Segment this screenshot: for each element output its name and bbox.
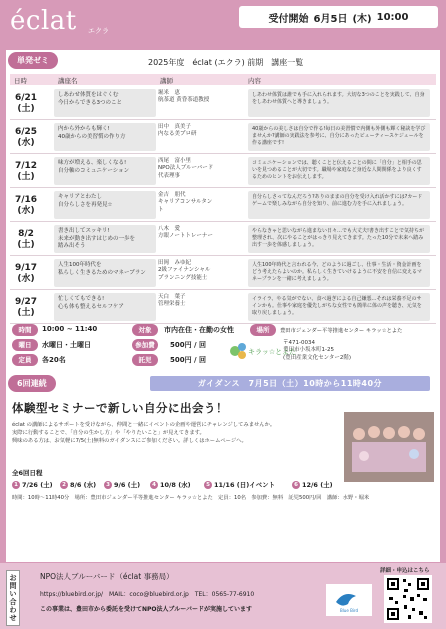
course-day-value: (土) [17, 240, 35, 251]
group-photo [344, 412, 434, 482]
course-date [12, 229, 40, 252]
course-date-value: 9/17 [14, 263, 38, 273]
course-title: 内から外からも輝く! 40歳からの美習慣の作り方 [54, 123, 156, 151]
course-date [12, 195, 40, 218]
bluebird-logo [326, 584, 372, 616]
course-date-value: 7/16 [14, 195, 38, 205]
childcare-value: 500円 / 回 [170, 356, 207, 364]
schedule-item [12, 480, 53, 489]
course-day-value: (水) [17, 274, 35, 285]
schedule-number: 6 [292, 481, 300, 489]
course-instructor: 八木 愛 方眼ノートトレーナー [158, 226, 213, 240]
course-description: 40歳からの美しさは自分で作る!毎日の美習慣で内側も外側も輝く秘訣を学びませんか?講師の実践法を参考に、自分にあったビューティースケジュールを作る講座です! [248, 123, 430, 151]
weekday-value: 水曜日・土曜日 [42, 341, 91, 349]
apply-label: 受付開始 [268, 13, 309, 25]
course-title: 味方が増える、楽しくなる! 自分軸のコミュニケーション [54, 157, 156, 185]
schedule-number: 3 [104, 481, 112, 489]
target-value: 市内在住・在勤の女性 [164, 326, 234, 334]
course-title: しあわせ体質をはぐくむ 今日からできる3つのこと [54, 89, 156, 117]
single-seminar-tag: 単発ゼミ [8, 52, 58, 69]
schedule-date: 10/8 (水) [160, 481, 191, 489]
apply-day: (木) [352, 13, 372, 25]
schedule-heading: 全6回日程 [12, 469, 43, 477]
course-instructor: 堀米 恵 航茶道 黄昏茶道教授 [158, 90, 210, 104]
schedule-number: 1 [12, 481, 20, 489]
course-date-value: 6/21 [14, 93, 38, 103]
course-day-value: (水) [17, 138, 35, 149]
contact-label: お問い合わせ [6, 570, 20, 626]
col-content: 内容 [248, 77, 261, 85]
weekday-label: 曜日 [12, 339, 38, 351]
time-value: 10:00 ~ 11:40 [42, 325, 98, 333]
schedule-list [12, 480, 352, 490]
six-series-tag: 6回連続 [8, 375, 56, 392]
schedule-item [60, 480, 96, 489]
brand-logo: éclat [10, 6, 77, 36]
schedule-details: 時間：10時～11時40分 場所：豊田市ジェンダー平等推進センター キラッ☆とよた 定員：10名 参加費：無料 託児500円/回 講師：水野・堀米 [12, 495, 370, 501]
course-description: コミュニケーションでは、聴くことと伝えることの間に「自分」と相手の思いを見つめることが大切です。職場や家庭など身近な人間関係をより良くするためのヒントをお伝えします。 [248, 157, 430, 185]
logo-text: キラッ☆とよた [248, 348, 297, 356]
course-day-value: (土) [17, 104, 35, 115]
table-row [10, 86, 436, 120]
schedule-number: 5 [204, 481, 212, 489]
application-start-box [239, 6, 438, 28]
schedule-date: 9/6 (土) [114, 481, 141, 489]
header [0, 0, 446, 56]
table-header [10, 74, 436, 85]
course-date-value: 6/25 [14, 127, 38, 137]
course-description: 自分らしさってなんだろう?ありのままの自分を受け入れ活かすには?カードゲームで楽しみながら自分を知り、前に進む力を手に入れましょう。 [248, 191, 430, 219]
course-date-value: 7/12 [14, 161, 38, 171]
course-date [12, 297, 40, 320]
course-instructor: 田岡 みゆ紀 2級ファイナンシャル プランニング技能士 [158, 260, 211, 281]
course-date [12, 263, 40, 286]
capacity-label: 定員 [12, 354, 38, 366]
fee-label: 参加費 [132, 339, 158, 351]
details-label: 詳細・申込はこちら [380, 568, 430, 574]
schedule-number: 2 [60, 481, 68, 489]
course-instructor: 西尾 富小里 NPO法人ブルーバード 代表理事 [158, 158, 214, 179]
col-instructor: 講師 [160, 77, 173, 85]
course-date-value: 9/27 [14, 297, 38, 307]
schedule-date: 12/6 (土) [302, 481, 333, 489]
capacity-value: 各20名 [42, 356, 66, 364]
kira-toyota-logo [226, 340, 297, 368]
course-description: しあわせ体質は誰でも手に入れられます。大切な3つのことを実践して、自身をしあわせ体質へと導きましょう。 [248, 89, 430, 117]
table-row [10, 222, 436, 256]
course-date [12, 93, 40, 116]
course-title: 忙しくてもできる! 心も体も整えるセルフケア [54, 293, 156, 321]
schedule-date: 8/6 (水) [70, 481, 97, 489]
course-title: 人生100年時代を 私らしく生きるためのマネープラン [54, 259, 156, 287]
apply-time: 10:00 [376, 11, 409, 23]
schedule-item [292, 480, 333, 489]
apply-date: 6月5日 [313, 13, 348, 25]
bluebird-logo-text: Blue Bird [339, 608, 359, 613]
table-row [10, 120, 436, 154]
target-label: 対象 [132, 324, 158, 336]
schedule-item [204, 480, 275, 489]
contact-info: https://bluebird.or.jp/ MAIL：coco@bluebird.or.jp TEL：0565-77-6910 [40, 591, 255, 598]
time-label: 時間 [12, 324, 38, 336]
experience-seminar-title: 体験型セミナーで新しい自分に出会う！ [12, 401, 228, 415]
six-series-intro: éclat の講師によるサポートを受けながら、仲間と一緒にイベントの企画や運営にチャレンジしてみませんか。 実際に行動することで、「自分の生かし方」や「やりたいこと」が見えてきます。 興味のある方は、お気軽に7/5(土)無料のガイダンスにご参加ください。詳しくはホームページへ。 [12, 422, 276, 445]
venue-label: 場所 [250, 324, 276, 336]
course-day-value: (土) [17, 308, 35, 319]
fee-value: 500円 / 回 [170, 341, 207, 349]
schedule-number: 4 [150, 481, 158, 489]
table-row [10, 256, 436, 290]
commission-note: この事業は、豊田市から委託を受けてNPO法人ブルーバードが実施しています [40, 606, 252, 613]
course-date-value: 8/2 [18, 229, 34, 239]
course-date [12, 127, 40, 150]
schedule-date: 7/26 (土) [22, 481, 53, 489]
course-description: イライラ、やる気がでない、食べ過ぎによる自己嫌悪…それは栄養不足のサインかも。仕事や家庭を優先しがちな女性でも簡単に体の声を聴き、元気を取り戻しましょう。 [248, 293, 430, 321]
course-day-value: (水) [17, 206, 35, 217]
table-row [10, 154, 436, 188]
childcare-label: 託児 [132, 354, 158, 366]
col-title: 講座名 [58, 77, 78, 85]
course-list-title: 2025年度 éclat (エクラ) 前期 講座一覧 [148, 58, 304, 67]
table-row [10, 188, 436, 222]
schedule-item [150, 480, 191, 489]
schedule-item [104, 480, 140, 489]
course-title: キャリアとわたし 自分らしさを再発見☆ [54, 191, 156, 219]
course-instructor: 金吉 朋代 キャリアコンサルタント [158, 192, 213, 213]
course-date [12, 161, 40, 184]
organization-name: NPO法人ブルーバード（éclat 事務局） [40, 572, 174, 581]
course-day-value: (土) [17, 172, 35, 183]
course-instructor: 天白 葉子 管理栄養士 [158, 294, 186, 308]
course-title: 書き出してスッキリ! 未来が動き出すはじめの一歩を 踏み出そう [54, 225, 156, 253]
course-description: やらなきゃと思いながら進まない日々…でも大丈夫!書き出すことで気持ちが整理され、次にやることがはっきり見えてきます。たった10分で未来へ踏み出す一歩を体感しましょう。 [248, 225, 430, 253]
qr-code[interactable] [384, 575, 432, 623]
venue-address: 〒471-0034 豊田市小坂本町1-25 (豊田産業文化センター2階) [283, 340, 352, 361]
venue-value: 豊田市ジェンダー平等推進センター キラッ☆とよた [280, 328, 403, 334]
course-instructor: 田中 真美子 内なる美プロ研 [158, 124, 197, 138]
course-description: 人生100年時代と言われる今、どのように過ごし、仕事・生活・資金計画をどう考えたらよいのか。私らしく生きていけるように不安を自信に変えるマネープランを一緒に考えましょう。 [248, 259, 430, 287]
col-date: 日時 [14, 77, 27, 85]
table-row [10, 290, 436, 324]
brand-subtitle: エクラ [88, 27, 109, 35]
schedule-date: 11/16 (日)イベント [214, 481, 276, 489]
guidance-banner: ガイダンス 7月5日（土）10時から11時40分 [150, 376, 430, 391]
